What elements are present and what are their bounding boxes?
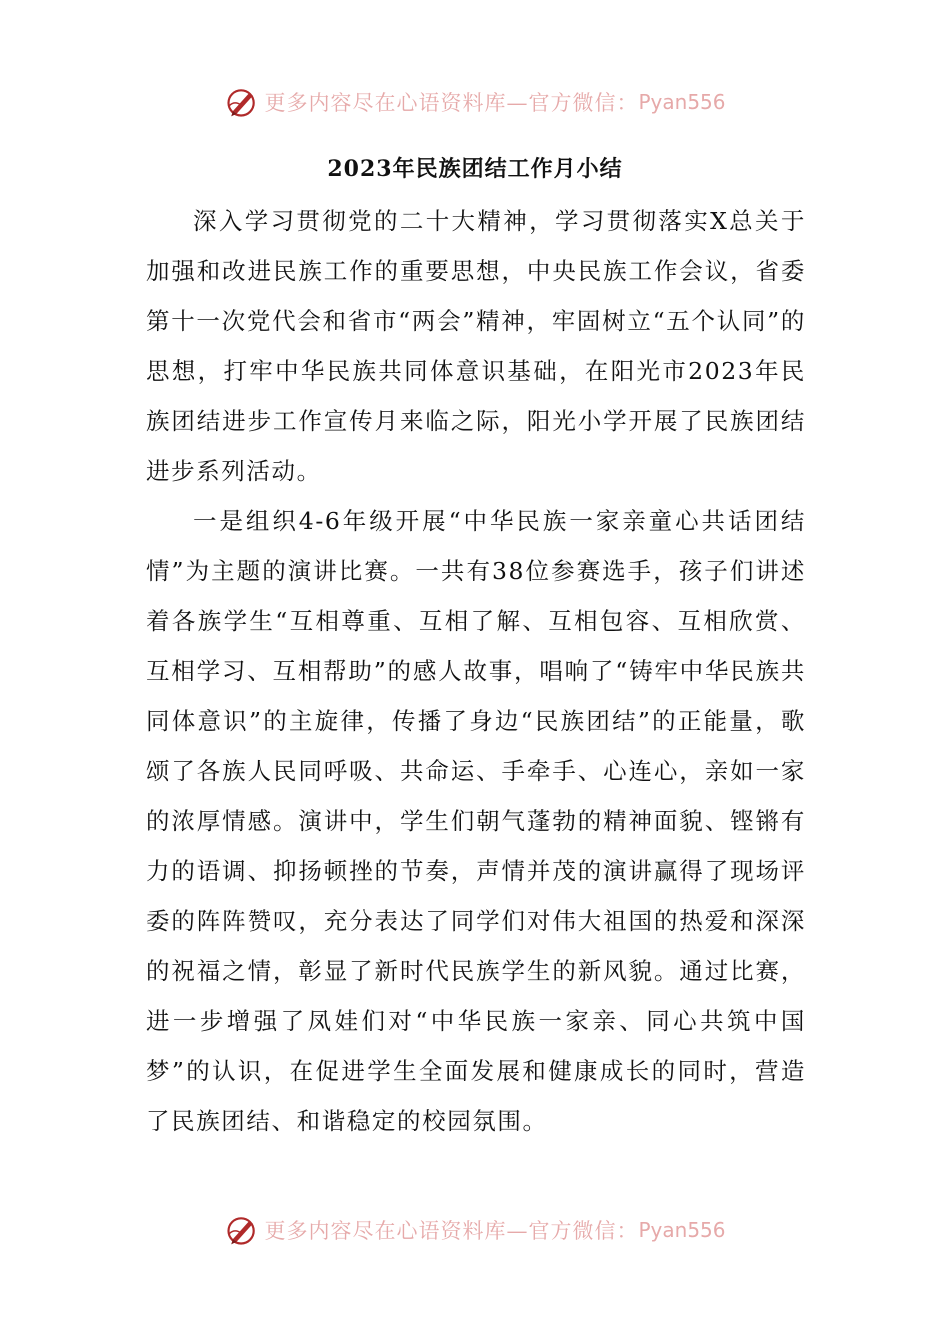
pen-logo-icon <box>224 1212 260 1248</box>
watermark-wechat-id: Pyan556 <box>638 90 726 114</box>
watermark-text: 更多内容尽在心语资料库—官方微信： <box>264 91 639 115</box>
watermark-banner-bottom <box>0 1210 950 1250</box>
paragraph-speech-contest: 一是组织4-6年级开展“中华民族一家亲童心共话团结情”为主题的演讲比赛。一共有38位参赛选手，孩子们讲述着各族学生“互相尊重、互相了解、互相包容、互相欣赏、互相学习、互相帮助”的感人故事，唱响了“铸牢中华民族共同体意识”的主旋律，传播了身边“民族团结”的正能量，歌颂了各族人民同呼吸、共命运、手牵手、心连心，亲如一家的浓厚情感。演讲中，学生们朝气蓬勃的精神面貌、铿锵有力的语调、抑扬顿挫的节奏，声情并茂的演讲赢得了现场评委的阵阵赞叹，充分表达了同学们对伟大祖国的热爱和深深的祝福之情，彰显了新时代民族学生的新风貌。通过比赛，进一步增强了凤娃们对“中华民族一家亲、同心共筑中国梦”的认识，在促进学生全面发展和健康成长的同时，营造了民族团结、和谐稳定的校园氛围。 <box>146 507 806 1135</box>
paragraph-intro: 深入学习贯彻党的二十大精神，学习贯彻落实X总关于加强和改进民族工作的重要思想，中央民族工作会议，省委第十一次党代会和省市“两会”精神，牢固树立“五个认同”的思想，打牢中华民族共同体意识基础，在阳光市2023年民族团结进步工作宣传月来临之际，阳光小学开展了民族团结进步系列活动。 <box>146 207 806 485</box>
watermark-text: 更多内容尽在心语资料库—官方微信： <box>264 1219 639 1243</box>
watermark-wechat-id: Pyan556 <box>638 1218 726 1242</box>
document-title: 2023年民族团结工作月小结 <box>327 156 623 182</box>
document-body <box>146 196 806 1146</box>
pen-logo-icon <box>224 84 260 120</box>
watermark-banner-top <box>0 82 950 122</box>
